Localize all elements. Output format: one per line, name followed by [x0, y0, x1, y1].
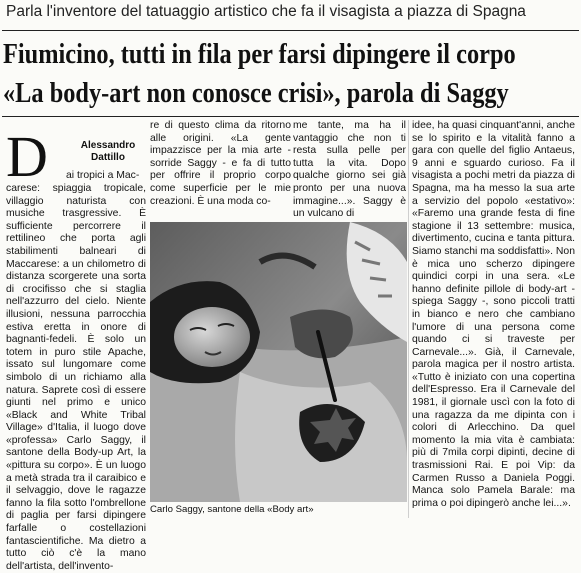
top-rule	[2, 30, 579, 31]
column-1-body: carese: spiaggia tropicale, villaggio naturista con musiche trasgressive. È sufficiente percorrere il rettilineo che porta agli stabilimenti balneari di Maccarese: a un chilometro di distanza scorgerete una sorta di crocifisso che si staglia nell'azzurro del cielo. Niente illusioni, nessuna parrocchia estiva eretta in onore di bagnanti-fedeli. È solo un totem in puro stile Apache, issato sul lungomare come simbolo di un richiamo alla natura. Saprete così di essere giunti nel primo e unico «Black and White Tribal Village» d'Italia, il luogo dove «professa» Carlo Saggy, il santone della Body-up Art, la «pittura su corpo». È un luogo a metà strada tra il caraibico e il selvaggio, dove le ragazze fanno la fila sotto l'ombrellone di paglia per farsi dipingere farfalle o costellazioni fantascientifiche. Ma dietro a tutto ciò c'è la mano dell'artista, dell'invento-	[6, 183, 146, 572]
column-1-intro: ai tropici a Mac-	[66, 170, 140, 181]
headline-line-2: «La body-art non conosce crisi», parola di Saggy	[3, 77, 509, 109]
column-3-text: me tante, ma ha il vantaggio che non ti resta sulla pelle per tutta la vita. Dopo qualche giorno sei già pronto per una nuova immagine...». Saggy è un vulcano di	[293, 120, 406, 220]
kicker: Parla l'inventore del tatuaggio artistico che fa il visagista a piazza di Spagna	[6, 3, 526, 20]
author-byline: Alessandro Dattillo	[80, 140, 136, 163]
photo-caption: Carlo Saggy, santone della «Body art»	[150, 504, 314, 515]
column-4-text: idee, ha quasi cinquant'anni, anche se lo spirito e la vitalità fanno a gara con quelle del figlio Antaeus, 9 anni e sguardo curioso. Fa il visagista a pochi metri da piazza di Spagna, ma ha messo la sua arte a servizio del popolo «estativo»: «Faremo una grande festa di fine stagione il 13 settembre: musica, divertimento, cucina e tanta pittura. Siamo stanchi ma soddisfatti». Non è mica uno scherzo dipingere quindici corpi in una sera. «Le hanno definite pillole di body-art - spiega Saggy -, sono piccoli tratti in bianco e nero che cambiano l'umore di una persona come quando ci si traveste per Carnevale...». Già, il Carnevale, parola magica per il nostro artista. «Tutto è iniziato con una copertina dell'Espresso. Era il Carnevale del 1981, il giornale uscì con la foto di una ragazza da me dipinta con i colori di Arlecchino. Da quel momento la mia vita è cambiata: più di 7mila corpi dipinti, decine di trasmissioni Rai. E poi Vip: da Carmen Russo a Daniela Poggi. Manca solo Pamela Barale: ma prima o poi dipingerò anche lei...».	[412, 120, 575, 509]
article-photo	[150, 222, 407, 502]
headline-rule	[2, 116, 579, 117]
column-divider	[408, 120, 409, 518]
column-2-text: re di questo clima da ritorno alle origini. «La gente impazzisce per la mia arte - sorride Saggy - e fa di tutto per offrire il proprio corpo come superficie per le mie creazioni. È una moda co-	[150, 120, 291, 207]
headline-line-1: Fiumicino, tutti in fila per farsi dipingere il corpo	[3, 38, 516, 70]
drop-cap: D	[6, 124, 48, 189]
